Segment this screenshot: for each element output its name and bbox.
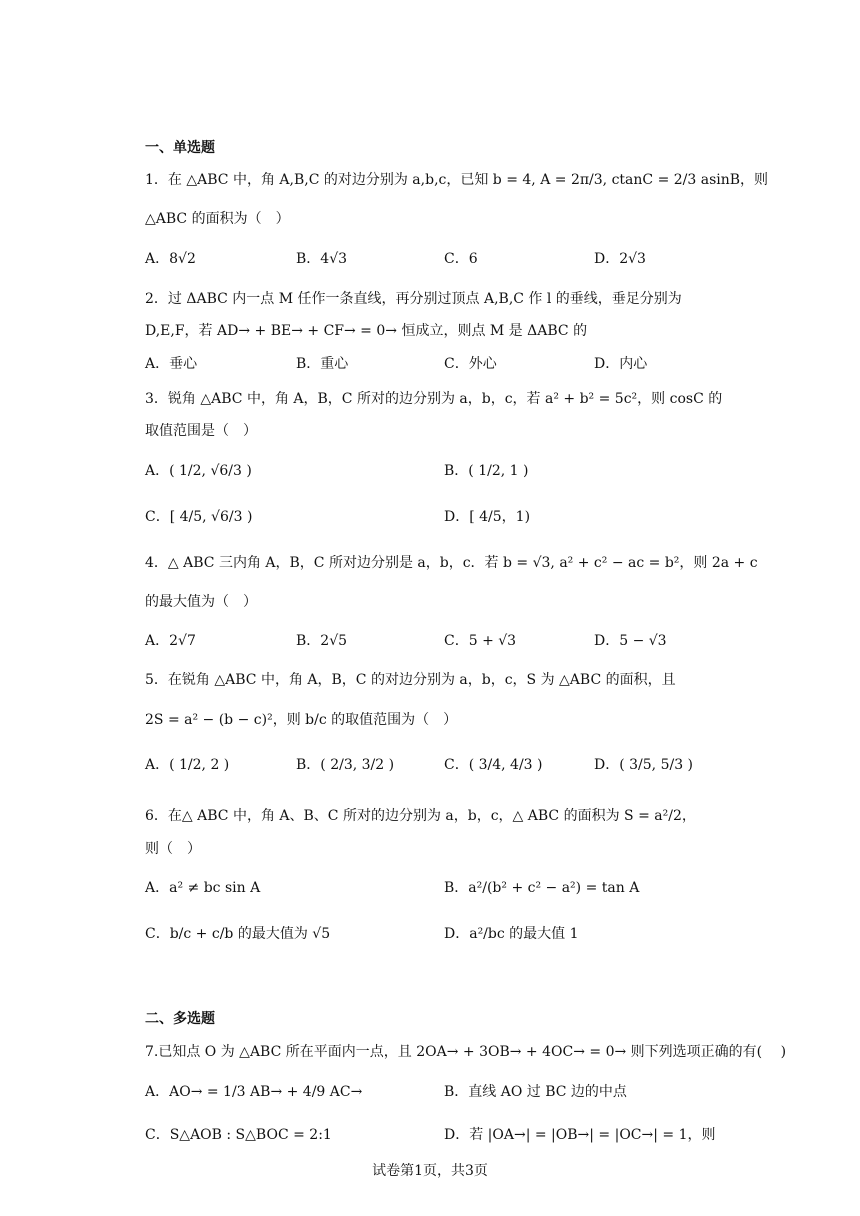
q4-option-a: A．2√7: [145, 633, 196, 649]
question-4-line-2: 的最大值为（ ）: [145, 594, 257, 610]
q1-option-a: A．8√2: [145, 251, 196, 267]
page-footer: 试卷第1页，共3页: [372, 1163, 488, 1179]
q7-option-d: D．若 |OA→| = |OB→| = |OC→| = 1，则: [444, 1127, 716, 1143]
question-6-line-1: 6．在△ ABC 中，角 A、B、C 所对的边分别为 a，b，c，△ ABC 的面积为 S = a²/2，: [145, 808, 696, 824]
q4-option-b: B．2√5: [296, 633, 348, 649]
q1-option-d: D．2√3: [594, 251, 646, 267]
question-2-line-1: 2．过 ΔABC 内一点 M 任作一条直线，再分别过顶点 A,B,C 作 l 的垂线，垂足分别为: [145, 291, 682, 307]
q2-option-b: B．重心: [296, 356, 349, 372]
question-7-line-1: 7.已知点 O 为 △ABC 所在平面内一点，且 2OA→ + 3OB→ + 4OC→ = 0→ 则下列选项正确的有( ): [145, 1044, 787, 1060]
q5-option-b: B．( 2/3, 3/2 ): [296, 757, 395, 773]
question-5-line-1: 5．在锐角 △ABC 中，角 A，B，C 的对边分别为 a，b，c，S 为 △ABC 的面积，且: [145, 672, 676, 688]
question-1-line-2: △ABC 的面积为（ ）: [145, 211, 290, 227]
q2-option-c: C．外心: [444, 356, 497, 372]
q3-option-c: C．[ 4/5, √6/3 ): [145, 509, 253, 525]
q5-option-c: C．( 3/4, 4/3 ): [444, 757, 543, 773]
q3-option-d: D．[ 4/5，1): [444, 509, 531, 525]
section-title-single-choice: 一、单选题: [145, 140, 215, 156]
q7-option-b: B．直线 AO 过 BC 边的中点: [444, 1084, 627, 1100]
q4-option-d: D．5 − √3: [594, 633, 667, 649]
q3-option-b: B．( 1/2, 1 ): [444, 463, 529, 479]
q7-option-a: A．AO→ = 1/3 AB→ + 4/9 AC→: [145, 1084, 363, 1100]
q5-option-a: A．( 1/2, 2 ): [145, 757, 230, 773]
question-6-line-2: 则（ ）: [145, 841, 201, 857]
question-1-line-1: 1．在 △ABC 中，角 A,B,C 的对边分别为 a,b,c，已知 b = 4, A = 2π/3, ctanC = 2/3 asinB，则: [145, 172, 769, 188]
question-3-line-2: 取值范围是（ ）: [145, 423, 257, 439]
q5-option-d: D．( 3/5, 5/3 ): [594, 757, 694, 773]
q1-option-b: B．4√3: [296, 251, 348, 267]
q2-option-a: A．垂心: [145, 356, 198, 372]
q7-option-c: C．S△AOB : S△BOC = 2:1: [145, 1127, 332, 1143]
q2-option-d: D．内心: [594, 356, 648, 372]
question-2-line-2: D,E,F，若 AD→ + BE→ + CF→ = 0→ 恒成立，则点 M 是 ΔABC 的: [145, 323, 588, 339]
q3-option-a: A．( 1/2, √6/3 ): [145, 463, 252, 479]
question-5-line-2: 2S = a² − (b − c)²，则 b/c 的取值范围为（ ）: [145, 712, 458, 728]
section-title-multiple-choice: 二、多选题: [145, 1011, 215, 1027]
question-3-line-1: 3．锐角 △ABC 中，角 A，B，C 所对的边分别为 a，b，c，若 a² + b² = 5c²，则 cosC 的: [145, 391, 723, 407]
q1-option-c: C．6: [444, 251, 478, 267]
q6-option-b: B．a²/(b² + c² − a²) = tan A: [444, 880, 640, 896]
q6-option-d: D．a²/bc 的最大值 1: [444, 926, 579, 942]
q4-option-c: C．5 + √3: [444, 633, 517, 649]
question-4-line-1: 4．△ ABC 三内角 A，B，C 所对边分别是 a，b，c．若 b = √3, a² + c² − ac = b²，则 2a + c: [145, 555, 758, 571]
q6-option-a: A．a² ≠ bc sin A: [145, 880, 261, 896]
q6-option-c: C．b/c + c/b 的最大值为 √5: [145, 926, 331, 942]
